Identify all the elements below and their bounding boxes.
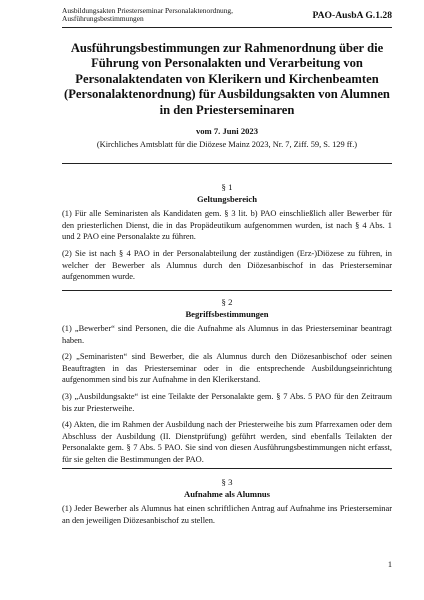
header-subject-line-1: Ausbildungsakten Priesterseminar Personalaktenordnung, [62,6,233,15]
section-2-paragraph-1: (1) „Bewerber“ sind Personen, die die Aufnahme als Alumnus in das Priesterseminar beantragt haben. [62,324,392,345]
header-document-code: PAO-AusbA G.1.28 [312,10,392,21]
section-divider [62,468,392,469]
document-title: Ausführungsbestimmungen zur Rahmenordnung über die Führung von Personalakten und Verarbeitung von Personalaktendaten von Klerikern und Kirchenbeamten (Personalaktenordnung) für Ausbildungsakten von Alumnen in den Priesterseminaren [64,41,390,117]
section-2-paragraph-4: (4) Akten, die im Rahmen der Ausbildung nach der Priesterweihe bis zum Pfarrexamen oder dem Abschluss der Ausbildung (II. Dienstprüfung) geführt werden, sind ebenfalls Teilakten der Personalakte gem. § 7 Abs. 5 PAO. Sie sind von diesen Ausführungsbestimmungen nicht erfasst, für sie gelten die Bestimmungen der PAO. [62,420,392,464]
header-subject [62,7,233,24]
document-source: (Kirchliches Amtsblatt für die Diözese Mainz 2023, Nr. 7, Ziff. 59, S. 129 ff.) [96,140,358,149]
section-3-paragraph-1: (1) Jeder Bewerber als Alumnus hat einen schriftlichen Antrag auf Aufnahme ins Priesterseminar an den jeweiligen Diözesanbischof zu stellen. [62,504,392,525]
header-subject-line-2: Ausführungsbestimmungen [62,14,144,24]
section-3-number: § 3 [221,477,233,487]
section-divider [62,163,392,164]
section-2-number: § 2 [221,297,233,307]
section-1-number: § 1 [221,182,233,192]
document-date: vom 7. Juni 2023 [195,126,259,136]
section-1-paragraph-1: (1) Für alle Seminaristen als Kandidaten gem. § 3 lit. b) PAO einschließlich aller Bewerber für den priesterlichen Dienst, die in das Propädeutikum aufgenommen wurden, ist nach § 4 Abs. 1 und 2 PAO eine Personalakte zu führen. [62,209,392,241]
page-number: 1 [387,560,392,569]
section-2-title: Begriffsbestimmungen [185,309,269,319]
running-header [62,7,392,28]
section-2-paragraph-2: (2) „Seminaristen“ sind Bewerber, die als Alumnus durch den Diözesanbischof oder seinen Beauftragten in das Priesterseminar oder in die entsprechende Ausbildungseinrichtung aufgenommen sind bis zur Aufnahme in den Klerikerstand. [62,352,392,384]
section-1-title: Geltungsbereich [197,194,257,204]
section-3-title: Aufnahme als Alumnus [184,489,270,499]
section-2-paragraph-3: (3) „Ausbildungsakte“ ist eine Teilakte der Personalakte gem. § 7 Abs. 5 PAO für den Zeitraum bis zur Priesterweihe. [62,392,392,413]
section-divider [62,290,392,291]
section-1-paragraph-2: (2) Sie ist nach § 4 PAO in der Personalabteilung der zuständigen (Erz-)Diözese zu führen, in welcher der Bewerber als Alumnus durch den Diözesanbischof in das Priesterseminar aufgenommen wurde. [62,249,392,281]
